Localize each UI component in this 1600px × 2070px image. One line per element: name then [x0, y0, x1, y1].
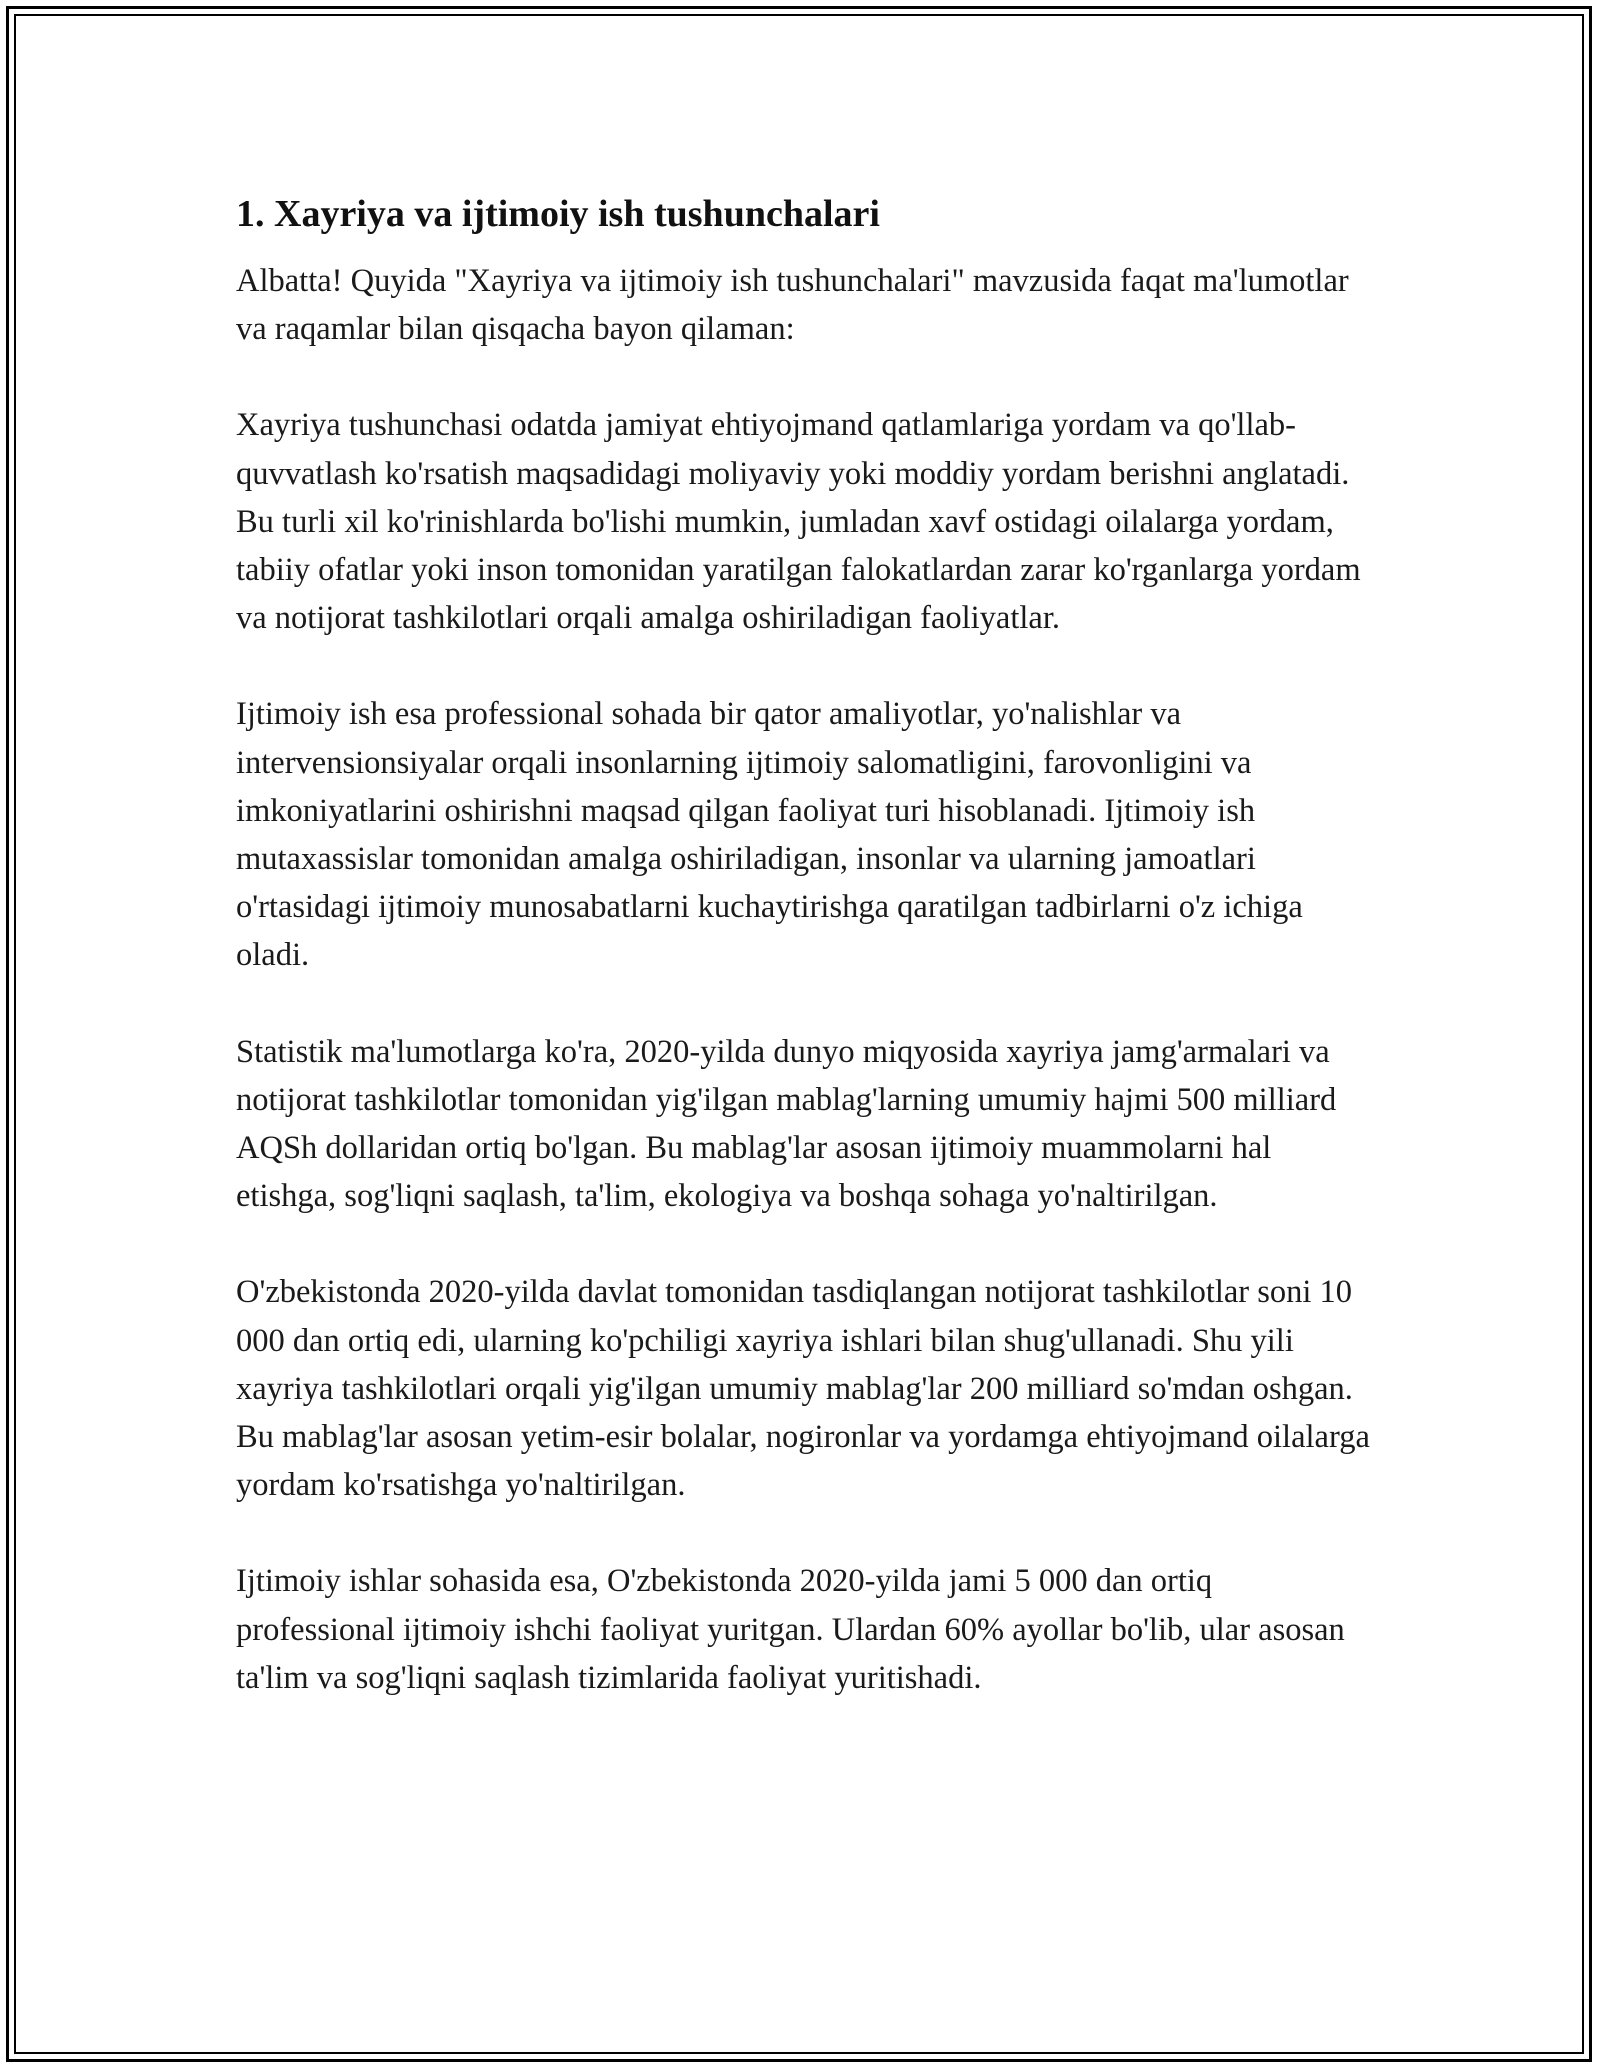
- paragraph-uzbekistan-social-work: Ijtimoiy ishlar sohasida esa, O'zbekistonda 2020-yilda jami 5 000 dan ortiq professional ijtimoiy ishchi faoliyat yuritgan. Ulardan 60% ayollar bo'lib, ular asosan ta'lim va sog'liqni saqlash tizimlarida faoliyat yuritishadi.: [236, 1563, 1345, 1696]
- paragraph-intro: Albatta! Quyida "Xayriya va ijtimoiy ish tushunchalari" mavzusida faqat ma'lumotlar va raqamlar bilan qisqacha bayon qilaman:: [236, 263, 1349, 348]
- paragraph-charity-definition: Xayriya tushunchasi odatda jamiyat ehtiyojmand qatlamlariga yordam va qo'llab-quvvatlash ko'rsatish maqsadidagi moliyaviy yoki moddiy yordam berishni anglatadi. Bu turli xil ko'rinishlarda bo'lishi mumkin, jumladan xavf ostidagi oilalarga yordam, tabiiy ofatlar yoki inson tomonidan yaratilgan falokatlardan zarar ko'rganlarga yordam va notijorat tashkilotlari orqali amalga oshiriladigan faoliyatlar.: [236, 407, 1361, 637]
- paragraph-uzbekistan-charity: O'zbekistonda 2020-yilda davlat tomonidan tasdiqlangan notijorat tashkilotlar soni 10 000 dan ortiq edi, ularning ko'pchiligi xayriya ishlari bilan shug'ullanadi. Shu yili xayriya tashkilotlari orqali yig'ilgan umumiy mablag'lar 200 milliard so'mdan oshgan. Bu mablag'lar asosan yetim-esir bolalar, nogironlar va yordamga ehtiyojmand oilalarga yordam ko'rsatishga yo'naltirilgan.: [236, 1274, 1370, 1504]
- paragraph-global-statistics: Statistik ma'lumotlarga ko'ra, 2020-yilda dunyo miqyosida xayriya jamg'armalari va notijorat tashkilotlar tomonidan yig'ilgan mablag'larning umumiy hajmi 500 milliard AQSh dollaridan ortiq bo'lgan. Bu mablag'lar asosan ijtimoiy muammolarni hal etishga, sog'liqni saqlash, ta'lim, ekologiya va boshqa sohaga yo'naltirilgan.: [236, 1033, 1337, 1215]
- document-body: [236, 186, 1376, 1702]
- document-title: 1. Xayriya va ijtimoiy ish tushunchalari: [236, 193, 880, 235]
- paragraph-social-work-definition: Ijtimoiy ish esa professional sohada bir qator amaliyotlar, yo'nalishlar va intervensionsiyalar orqali insonlarning ijtimoiy salomatligini, farovonligini va imkoniyatlarini oshirishni maqsad qilgan faoliyat turi hisoblanadi. Ijtimoiy ish mutaxassislar tomonidan amalga oshiriladigan, insonlar va ularning jamoatlari o'rtasidagi ijtimoiy munosabatlarni kuchaytirishga qaratilgan tadbirlarni o'z ichiga oladi.: [236, 696, 1303, 974]
